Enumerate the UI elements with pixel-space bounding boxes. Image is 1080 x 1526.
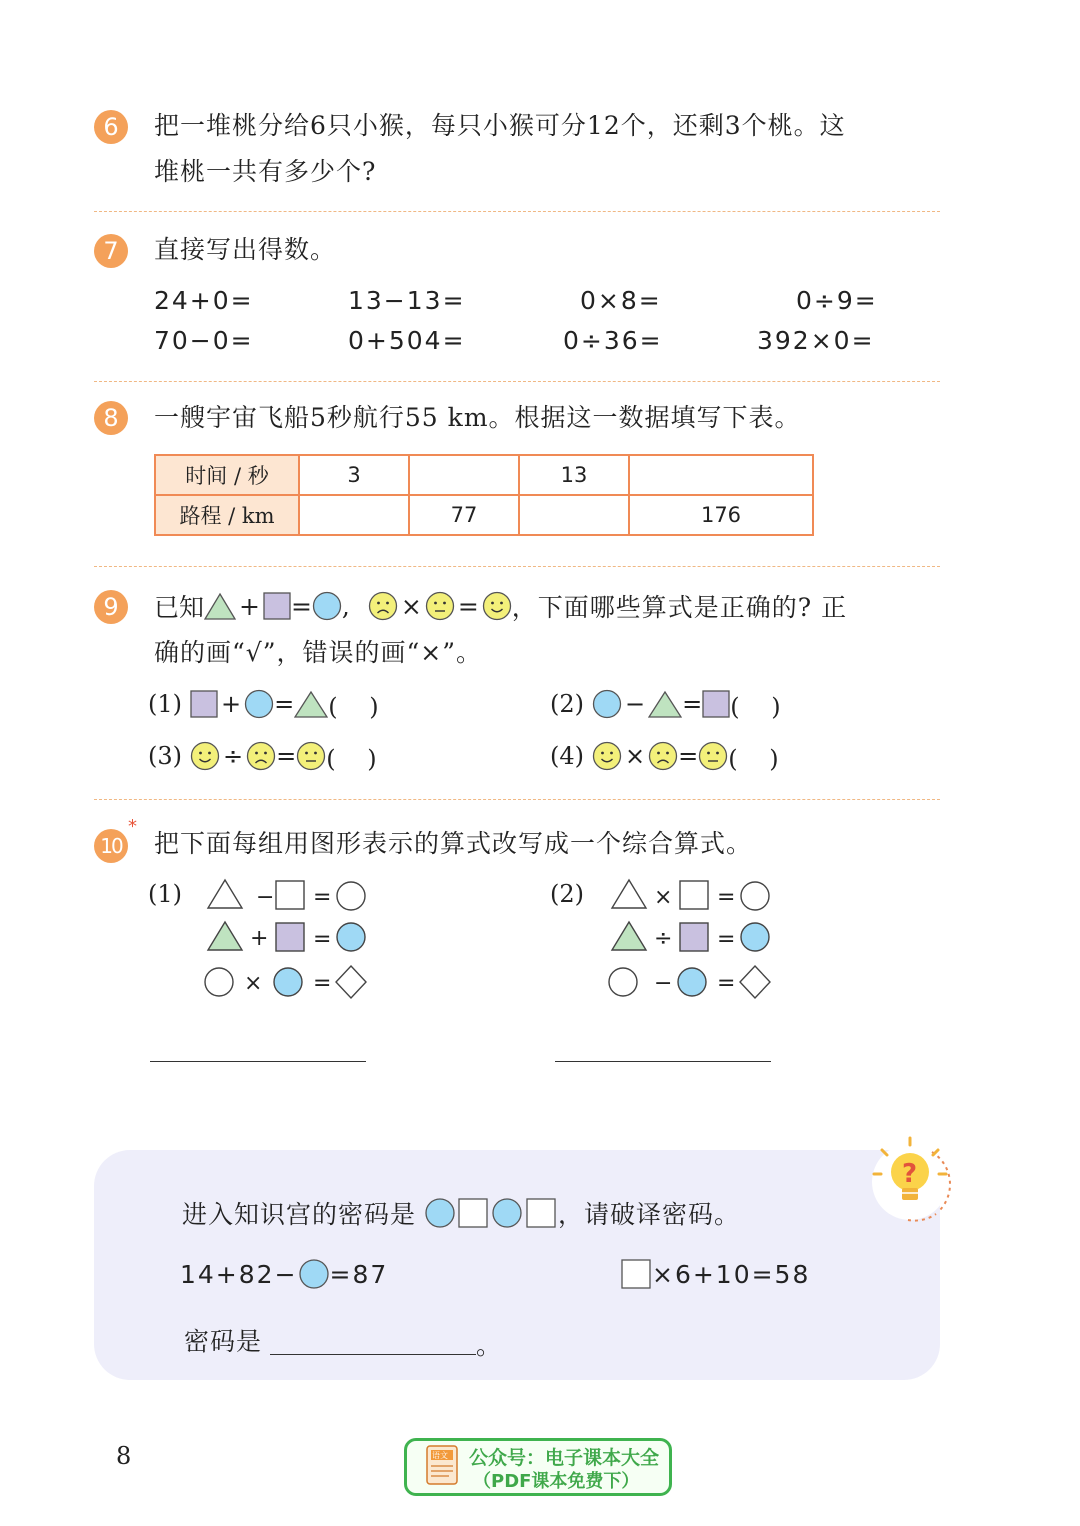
item-label: (3) bbox=[148, 742, 182, 770]
calc-item: 0÷36= bbox=[563, 326, 663, 355]
circle-icon bbox=[741, 882, 769, 910]
equals-sign: = bbox=[290, 591, 312, 621]
equation-right: ×6+10=58 bbox=[652, 1259, 811, 1289]
table-cell[interactable]: 176 bbox=[629, 495, 813, 535]
logo-line-1: 公众号：电子课本大全 bbox=[469, 1447, 660, 1469]
triangle-icon bbox=[648, 690, 682, 718]
calc-item: 392×0= bbox=[757, 326, 875, 355]
svg-text:=: = bbox=[717, 971, 736, 996]
question-number-6: 6 bbox=[94, 110, 128, 144]
sad-face-icon bbox=[246, 741, 276, 771]
question-9-line-1: 已知 + = , × = ，下面哪些算式是正确的? 正 bbox=[154, 586, 847, 626]
item-label: (2) bbox=[550, 690, 584, 718]
answer-parentheses[interactable]: ( ) bbox=[326, 744, 377, 773]
square-icon bbox=[190, 690, 218, 718]
question-7-title: 直接写出得数。 bbox=[154, 235, 337, 264]
circle-icon bbox=[609, 968, 637, 996]
triangle-icon bbox=[208, 922, 242, 950]
sad-face-icon bbox=[368, 591, 398, 621]
answer-parentheses[interactable]: ( ) bbox=[328, 692, 379, 721]
circle-icon bbox=[490, 1197, 524, 1229]
divider bbox=[94, 211, 940, 212]
svg-text:=: = bbox=[717, 927, 736, 952]
question-number-10: 10 bbox=[94, 829, 128, 863]
question-number-9: 9 bbox=[94, 590, 128, 624]
neutral-face-icon bbox=[698, 741, 728, 771]
happy-face-icon bbox=[482, 591, 512, 621]
square-icon bbox=[680, 923, 708, 951]
question-9-item-1: (1) + = ( ) bbox=[148, 686, 379, 722]
svg-text:=: = bbox=[313, 971, 332, 996]
calc-item: 70−0= bbox=[154, 326, 254, 355]
diamond-icon bbox=[740, 966, 770, 998]
sad-face-icon bbox=[648, 741, 678, 771]
item-label: (4) bbox=[550, 742, 584, 770]
table-cell[interactable]: 3 bbox=[299, 455, 409, 495]
svg-text:×: × bbox=[244, 971, 263, 996]
puzzle-suffix: ，请破译密码。 bbox=[558, 1200, 741, 1229]
group-1-equations bbox=[200, 874, 376, 1004]
challenge-star: * bbox=[128, 816, 137, 837]
svg-text:×: × bbox=[654, 885, 673, 910]
table-cell[interactable]: 77 bbox=[409, 495, 519, 535]
puzzle-equation-2 bbox=[620, 1256, 810, 1292]
puzzle-line-1 bbox=[182, 1193, 740, 1233]
divider bbox=[94, 799, 940, 800]
divider bbox=[94, 566, 940, 567]
triangle-icon bbox=[208, 880, 242, 908]
page-number: 8 bbox=[116, 1442, 132, 1470]
answer-label: 密码是 bbox=[184, 1327, 263, 1356]
calc-item: 13−13= bbox=[348, 286, 466, 315]
svg-text:?: ? bbox=[902, 1159, 918, 1189]
svg-text:=: = bbox=[313, 927, 332, 952]
table-header-time: 时间 / 秒 bbox=[155, 455, 299, 495]
password-answer-line[interactable] bbox=[270, 1354, 476, 1355]
lightbulb-question-icon bbox=[862, 1130, 968, 1226]
circle-icon bbox=[274, 968, 302, 996]
speed-table bbox=[154, 454, 814, 536]
answer-end: 。 bbox=[476, 1331, 502, 1360]
svg-text:=: = bbox=[313, 885, 332, 910]
square-icon bbox=[524, 1197, 558, 1229]
square-icon bbox=[276, 923, 304, 951]
question-10-title: 把下面每组用图形表示的算式改写成一个综合算式。 bbox=[154, 829, 753, 858]
svg-text:=: = bbox=[717, 885, 736, 910]
logo-line-2: （PDF课本免费下） bbox=[473, 1471, 640, 1492]
footer-logo bbox=[404, 1438, 672, 1496]
group-2-equations bbox=[604, 874, 780, 1004]
circle-icon bbox=[592, 689, 622, 719]
calc-item: 0+504= bbox=[348, 326, 466, 355]
svg-text:+: + bbox=[250, 926, 269, 951]
table-cell[interactable] bbox=[299, 495, 409, 535]
circle-icon bbox=[312, 591, 342, 621]
svg-text:÷: ÷ bbox=[654, 926, 673, 951]
question-number-8: 8 bbox=[94, 401, 128, 435]
plus-sign: + bbox=[239, 591, 260, 621]
question-6-line-2: 堆桃一共有多少个? bbox=[154, 157, 377, 186]
square-icon bbox=[276, 881, 304, 909]
answer-parentheses[interactable]: ( ) bbox=[728, 744, 779, 773]
diamond-icon bbox=[336, 966, 366, 998]
circle-icon bbox=[741, 923, 769, 951]
question-6-line-1: 把一堆桃分给6只小猴，每只小猴可分12个，还剩3个桃。这 bbox=[154, 111, 846, 140]
group-1-label: (1) bbox=[148, 880, 182, 908]
table-cell[interactable] bbox=[519, 495, 629, 535]
answer-line-1[interactable] bbox=[150, 1061, 366, 1062]
triangle-icon bbox=[612, 922, 646, 950]
circle-icon bbox=[244, 689, 274, 719]
triangle-icon bbox=[612, 880, 646, 908]
known-suffix: ，下面哪些算式是正确的? 正 bbox=[511, 593, 848, 622]
circle-icon bbox=[678, 968, 706, 996]
square-icon bbox=[620, 1258, 652, 1290]
table-cell[interactable] bbox=[409, 455, 519, 495]
group-2-label: (2) bbox=[550, 880, 584, 908]
equation-right: =87 bbox=[329, 1259, 389, 1289]
answer-line-2[interactable] bbox=[555, 1061, 771, 1062]
calc-item: 0÷9= bbox=[796, 286, 878, 315]
circle-icon bbox=[337, 923, 365, 951]
square-icon bbox=[456, 1197, 490, 1229]
table-cell[interactable]: 13 bbox=[519, 455, 629, 495]
table-cell[interactable] bbox=[629, 455, 813, 495]
svg-text:−: − bbox=[654, 971, 673, 996]
happy-face-icon bbox=[190, 741, 220, 771]
circle-icon bbox=[298, 1258, 330, 1290]
question-9-item-4: (4) × = ( ) bbox=[550, 738, 779, 774]
question-9-item-2: (2) − = ( ) bbox=[550, 686, 781, 722]
answer-parentheses[interactable]: ( ) bbox=[730, 692, 781, 721]
table-header-distance: 路程 / km bbox=[155, 495, 299, 535]
table-row bbox=[155, 455, 813, 495]
circle-icon bbox=[337, 882, 365, 910]
calc-item: 0×8= bbox=[580, 286, 662, 315]
square-icon bbox=[680, 881, 708, 909]
question-number-7: 7 bbox=[94, 234, 128, 268]
happy-face-icon bbox=[592, 741, 622, 771]
question-8-title: 一艘宇宙飞船5秒航行55 km。根据这一数据填写下表。 bbox=[154, 403, 801, 432]
divider bbox=[94, 381, 940, 382]
table-row bbox=[155, 495, 813, 535]
neutral-face-icon bbox=[296, 741, 326, 771]
triangle-icon bbox=[204, 592, 236, 620]
logo-badge: 语文 bbox=[432, 1451, 448, 1460]
neutral-face-icon bbox=[425, 591, 455, 621]
question-9-line-2: 确的画“√”，错误的画“×”。 bbox=[154, 638, 483, 667]
item-label: (1) bbox=[148, 690, 182, 718]
svg-text:−: − bbox=[256, 885, 275, 910]
circle-icon bbox=[424, 1197, 456, 1229]
triangle-icon bbox=[294, 690, 328, 718]
equation-left: 14+82− bbox=[180, 1259, 298, 1289]
puzzle-prefix: 进入知识宫的密码是 bbox=[182, 1200, 417, 1229]
calc-item: 24+0= bbox=[154, 286, 254, 315]
square-icon bbox=[263, 592, 291, 620]
square-icon bbox=[702, 690, 730, 718]
known-prefix: 已知 bbox=[154, 593, 205, 622]
question-9-item-3: (3) ÷ = ( ) bbox=[148, 738, 377, 774]
puzzle-equation-1 bbox=[180, 1256, 388, 1292]
circle-icon bbox=[205, 968, 233, 996]
